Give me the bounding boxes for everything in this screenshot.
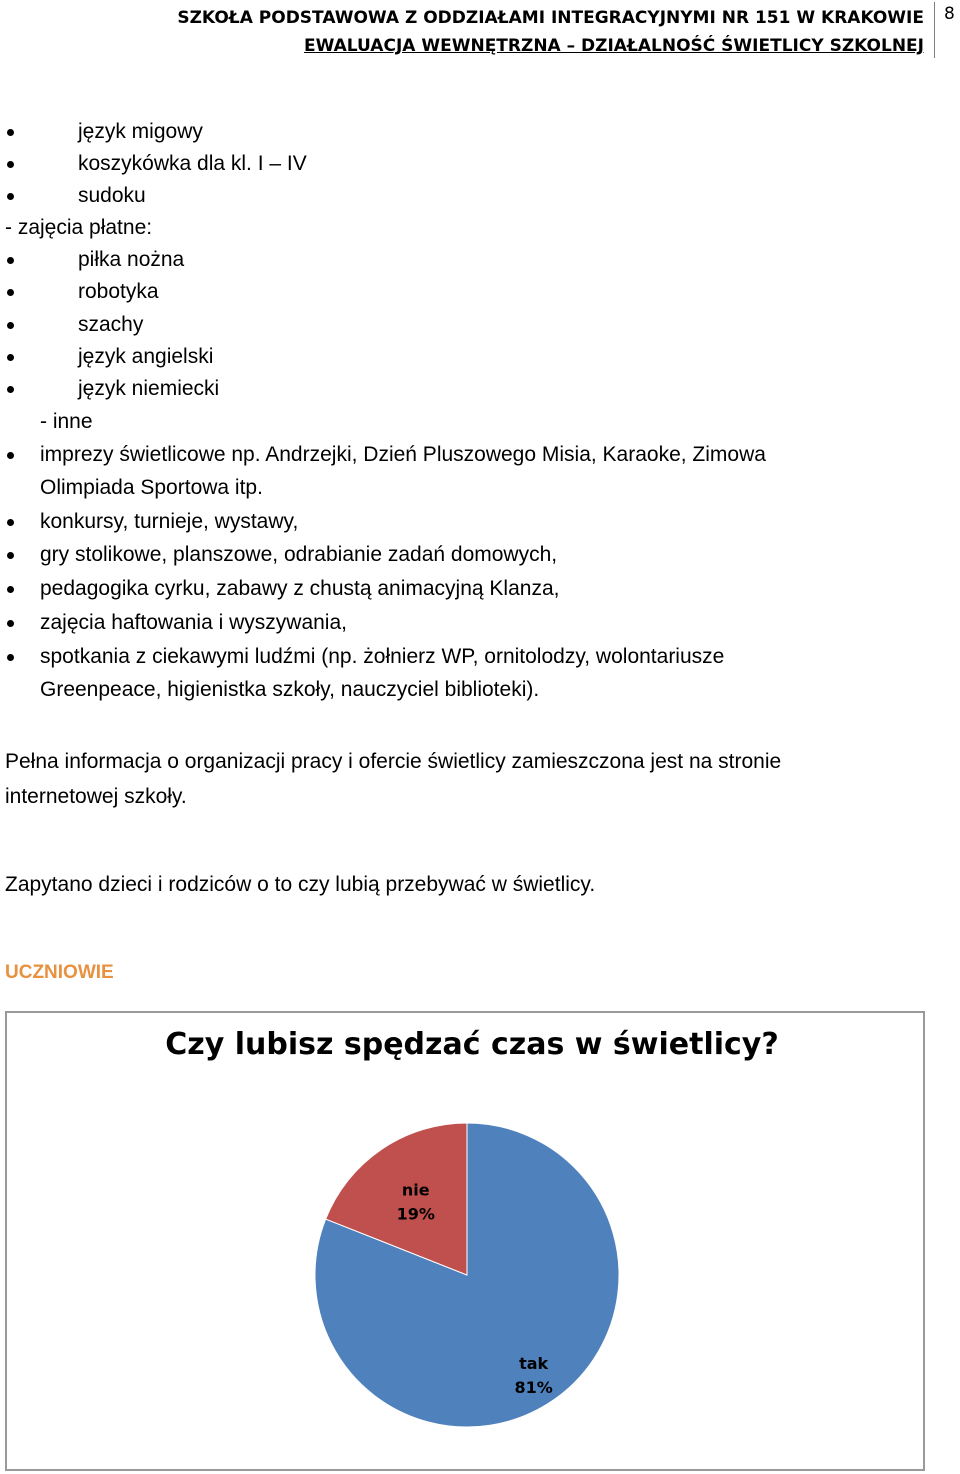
list-item: spotkania z ciekawymi ludźmi (np. żołnierz WP, ornitolodzy, wolontariusze (40, 645, 725, 668)
list-item: konkursy, turnieje, wystawy, (40, 510, 299, 533)
bullet-icon (7, 620, 14, 627)
bullet-icon (7, 519, 14, 526)
paragraph-survey-intro: Zapytano dzieci i rodziców o to czy lubią przebywać w świetlicy. (5, 873, 596, 896)
list-item-continuation: Greenpeace, higienistka szkoły, nauczyciel biblioteki). (40, 678, 540, 701)
paid-activities-heading: - zajęcia płatne: (5, 216, 153, 239)
bullet-icon (7, 257, 14, 264)
bullet-icon (7, 654, 14, 661)
bullet-icon (7, 354, 14, 361)
pie-label-value: 19% (396, 1204, 435, 1224)
list-item-continuation: Olimpiada Sportowa itp. (40, 476, 263, 499)
header-divider (934, 2, 935, 58)
list-item: piłka nożna (78, 248, 185, 271)
other-activities-heading: - inne (40, 410, 93, 433)
paragraph-info-line2: internetowej szkoły. (5, 785, 187, 808)
chart-title: Czy lubisz spędzać czas w świetlicy? (165, 1027, 779, 1062)
page-number: 8 (944, 4, 955, 24)
pie-label-value: 81% (514, 1378, 553, 1398)
list-item: język angielski (78, 345, 214, 368)
header-text (177, 4, 924, 60)
list-item: zajęcia haftowania i wyszywania, (40, 611, 347, 634)
bullet-icon (7, 161, 14, 168)
list-item: język niemiecki (78, 377, 220, 400)
bullet-icon (7, 452, 14, 459)
list-item: robotyka (78, 280, 159, 303)
bullet-icon (7, 129, 14, 136)
bullet-icon (7, 586, 14, 593)
header-school-name: SZKOŁA PODSTAWOWA Z ODDZIAŁAMI INTEGRACYJNYMI NR 151 W KRAKOWIE (177, 8, 924, 28)
pie-chart (7, 1013, 923, 1469)
list-item: szachy (78, 313, 144, 336)
list-item: imprezy świetlicowe np. Andrzejki, Dzień Pluszowego Misia, Karaoke, Zimowa (40, 443, 766, 466)
pie-label-category: nie (401, 1180, 430, 1200)
page-header (0, 0, 960, 60)
bullet-icon (7, 322, 14, 329)
section-label-students: UCZNIOWIE (5, 962, 114, 983)
paragraph-info-line1: Pełna informacja o organizacji pracy i ofercie świetlicy zamieszczona jest na stronie (5, 750, 782, 773)
header-document-title: EWALUACJA WEWNĘTRZNA – DZIAŁALNOŚĆ ŚWIETLICY SZKOLNEJ (304, 36, 924, 56)
bullet-icon (7, 289, 14, 296)
list-item: koszykówka dla kl. I – IV (78, 152, 307, 175)
list-item: język migowy (78, 120, 203, 143)
list-item: gry stolikowe, planszowe, odrabianie zadań domowych, (40, 543, 558, 566)
bullet-icon (7, 193, 14, 200)
list-item: sudoku (78, 184, 146, 207)
pie-label-category: tak (519, 1354, 549, 1374)
bullet-icon (7, 386, 14, 393)
pie-chart-container (5, 1011, 925, 1471)
bullet-icon (7, 552, 14, 559)
list-item: pedagogika cyrku, zabawy z chustą animacyjną Klanza, (40, 577, 560, 600)
